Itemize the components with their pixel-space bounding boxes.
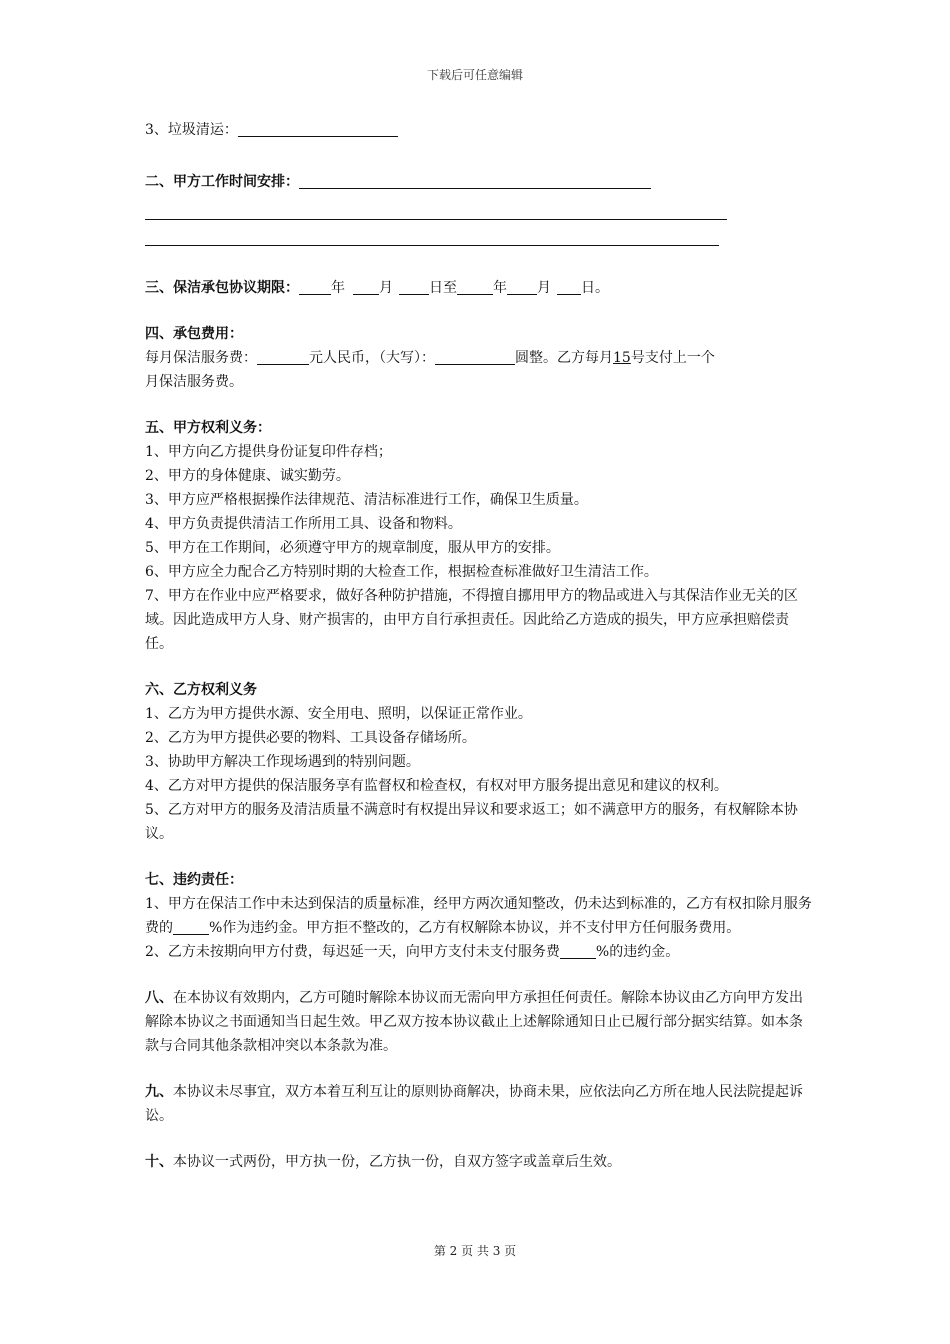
list-item	[145, 892, 813, 940]
list-item: 4、乙方对甲方提供的保洁服务享有监督权和检查权，有权对甲方服务提出意见和建议的权利。	[145, 778, 728, 794]
section-9-text: 本协议未尽事宜，双方本着互利互让的原则协商解决，协商未果，应依法向乙方所在地人民法院提起诉讼。	[145, 1084, 803, 1124]
fee-line-2: 月保洁服务费。	[145, 374, 243, 390]
fee-label: 每月保洁服务费：	[145, 350, 257, 366]
list-item: 6、甲方应全力配合乙方特别时期的大检查工作，根据检查标准做好卫生清洁工作。	[145, 564, 658, 580]
fee-text-2: 号支付上一个	[630, 350, 715, 366]
section-9	[145, 1080, 813, 1128]
blank-line[interactable]	[145, 244, 719, 246]
list-item: 7、甲方在作业中应严格要求，做好各种防护措施，不得擅自挪用甲方的物品或进入与其保洁作业无关的区域。因此造成甲方人身、财产损害的，由甲方自行承担责任。因此给乙方造成的损失，甲方应承担赔偿责任。	[145, 588, 798, 652]
section-8-title: 八、	[145, 990, 173, 1006]
late-fee-text-b: %的违约金。	[595, 944, 680, 960]
list-item: 1、甲方向乙方提供身份证复印件存档；	[145, 444, 392, 460]
section-10-text: 本协议一式两份，甲方执一份，乙方执一份，自双方签字或盖章后生效。	[173, 1154, 621, 1170]
section-8	[145, 986, 813, 1058]
day-to-label: 日至	[429, 280, 457, 296]
blank-field[interactable]	[435, 348, 515, 365]
section-8-text: 在本协议有效期内，乙方可随时解除本协议而无需向甲方承担任何责任。解除本协议由乙方向甲方发出解除本协议之书面通知当日起生效。甲乙双方按本协议截止上述解除通知日止已履行部分据实结算。如本条款与合同其他条款相冲突以本条款为准。	[145, 990, 803, 1054]
blank-field[interactable]	[238, 120, 398, 137]
blank-field[interactable]	[299, 278, 331, 295]
list-item: 5、乙方对甲方的服务及清洁质量不满意时有权提出异议和要求返工；如不满意甲方的服务，有权解除本协议。	[145, 802, 798, 842]
section-6-title: 六、乙方权利义务	[145, 682, 257, 698]
list-item: 2、乙方为甲方提供必要的物料、工具设备存储场所。	[145, 730, 476, 746]
blank-field[interactable]	[399, 278, 429, 295]
section-6	[145, 678, 813, 846]
list-item: 2、甲方的身体健康、诚实勤劳。	[145, 468, 350, 484]
item-3-label: 3、垃圾清运：	[145, 122, 238, 138]
breach-text-a: 1、甲方在保洁工作中未达到保洁的质量标准，经甲方两次通知整改，仍未达到标准的，乙方有权扣除月服务费的	[145, 896, 812, 936]
section-7-title: 七、违约责任：	[145, 872, 243, 888]
breach-text-b: %作为违约金。甲方拒不整改的，乙方有权解除本协议，并不支付甲方任何服务费用。	[209, 920, 741, 936]
blank-field[interactable]	[457, 278, 493, 295]
list-item: 3、甲方应严格根据操作法律规范、清洁标准进行工作，确保卫生质量。	[145, 492, 588, 508]
section-4	[145, 322, 813, 394]
month-label: 月	[537, 280, 551, 296]
section-10	[145, 1150, 813, 1174]
section-10-title: 十、	[145, 1154, 173, 1170]
month-label: 月	[379, 280, 393, 296]
section-9-title: 九、	[145, 1084, 173, 1100]
list-item: 1、乙方为甲方提供水源、安全用电、照明，以保证正常作业。	[145, 706, 532, 722]
section-5-title: 五、甲方权利义务：	[145, 420, 271, 436]
year-label: 年	[493, 280, 507, 296]
section-2-title: 二、甲方工作时间安排：	[145, 174, 299, 190]
list-item: 5、甲方在工作期间，必须遵守甲方的规章制度，服从甲方的安排。	[145, 540, 560, 556]
list-item: 4、甲方负责提供清洁工作所用工具、设备和物料。	[145, 516, 462, 532]
section-4-title: 四、承包费用：	[145, 326, 243, 342]
section-2	[145, 170, 813, 246]
list-item	[145, 940, 813, 964]
day-label: 日。	[581, 280, 609, 296]
fee-rmb-label: 元人民币，（大写）：	[309, 350, 435, 366]
blank-field[interactable]	[173, 918, 209, 935]
blank-field[interactable]	[299, 172, 651, 189]
page-header-note: 下载后可任意编辑	[426, 68, 523, 82]
blank-line[interactable]	[145, 218, 727, 220]
list-item: 3、协助甲方解决工作现场遇到的特别问题。	[145, 754, 420, 770]
section-3-title: 三、保洁承包协议期限：	[145, 280, 299, 296]
section-3	[145, 276, 813, 300]
blank-field[interactable]	[257, 348, 309, 365]
blank-field[interactable]	[560, 942, 596, 959]
year-label: 年	[331, 280, 345, 296]
item-garbage-removal	[145, 118, 813, 142]
document-body	[145, 118, 813, 1196]
fee-text: 圆整。乙方每月	[515, 350, 613, 366]
payment-day: 15	[613, 350, 631, 366]
late-fee-text-a: 2、乙方未按期向甲方付费，每迟延一天，向甲方支付未支付服务费	[145, 944, 560, 960]
blank-field[interactable]	[557, 278, 581, 295]
blank-field[interactable]	[507, 278, 537, 295]
page-number: 第 2 页 共 3 页	[433, 1244, 517, 1258]
section-5	[145, 416, 813, 656]
blank-field[interactable]	[353, 278, 379, 295]
section-7	[145, 868, 813, 964]
